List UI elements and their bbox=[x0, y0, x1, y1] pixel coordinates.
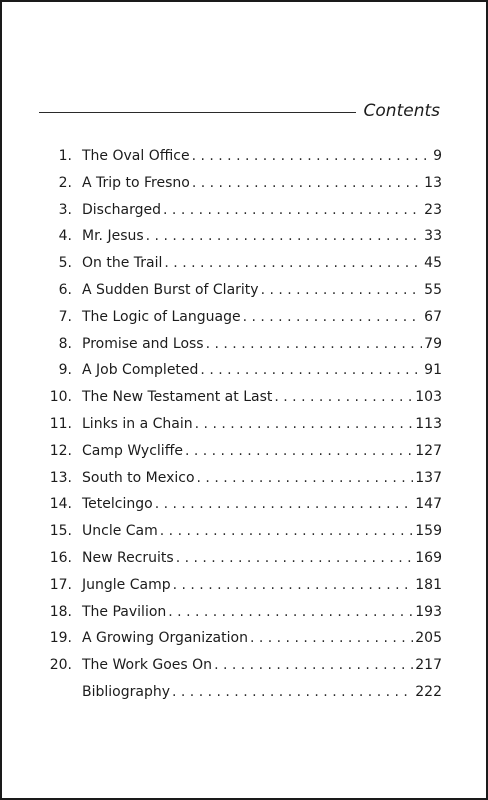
chapter-number: 15. bbox=[49, 523, 72, 540]
toc-entry bbox=[45, 362, 442, 389]
chapter-number: 16. bbox=[49, 549, 72, 566]
chapter-title: Mr. Jesus bbox=[82, 228, 144, 245]
page-number: 79 bbox=[424, 335, 442, 352]
dot-leader bbox=[200, 362, 422, 378]
chapter-number: 3. bbox=[58, 201, 72, 218]
chapter-number: 18. bbox=[49, 603, 72, 620]
toc-entry bbox=[45, 577, 442, 604]
dot-leader bbox=[146, 228, 423, 244]
page-number: 127 bbox=[415, 442, 442, 459]
toc-entry bbox=[45, 550, 442, 577]
dot-leader bbox=[176, 550, 414, 566]
chapter-number: 17. bbox=[49, 576, 72, 593]
chapter-number: 6. bbox=[58, 281, 72, 298]
toc-entry bbox=[45, 684, 442, 711]
chapter-title: The New Testament at Last bbox=[82, 389, 273, 406]
dot-leader bbox=[250, 630, 413, 646]
heading-rule bbox=[39, 112, 356, 113]
dot-leader bbox=[195, 416, 414, 432]
toc-entry bbox=[45, 416, 442, 443]
toc-entry bbox=[45, 523, 442, 550]
page-number: 222 bbox=[415, 683, 442, 700]
chapter-number: 20. bbox=[49, 657, 72, 674]
toc-entry bbox=[45, 496, 442, 523]
table-of-contents bbox=[45, 148, 442, 711]
chapter-number: 9. bbox=[58, 362, 72, 379]
chapter-title: Tetelcingo bbox=[82, 496, 153, 513]
chapter-title: Camp Wycliffe bbox=[82, 442, 183, 459]
contents-heading-area bbox=[39, 101, 440, 127]
page-number: 169 bbox=[415, 549, 442, 566]
dot-leader bbox=[243, 309, 423, 325]
page-number: 9 bbox=[433, 148, 442, 164]
page-number: 91 bbox=[424, 362, 442, 379]
toc-entry bbox=[45, 202, 442, 229]
chapter-title: The Work Goes On bbox=[82, 657, 213, 674]
chapter-number: 1. bbox=[58, 148, 72, 164]
toc-entry bbox=[45, 228, 442, 255]
page-number: 103 bbox=[415, 389, 442, 406]
chapter-number: 8. bbox=[58, 335, 72, 352]
toc-entry bbox=[45, 336, 442, 363]
toc-entry bbox=[45, 309, 442, 336]
dot-leader bbox=[173, 577, 414, 593]
chapter-number: 19. bbox=[49, 630, 72, 647]
dot-leader bbox=[163, 202, 422, 218]
chapter-title: The Logic of Language bbox=[82, 308, 241, 325]
page-number: 159 bbox=[415, 523, 442, 540]
toc-entry bbox=[45, 255, 442, 282]
chapter-title: Bibliography bbox=[82, 683, 170, 700]
page-number: 205 bbox=[415, 630, 442, 647]
toc-entry bbox=[45, 148, 442, 175]
chapter-title: The Oval Office bbox=[82, 148, 190, 164]
page-number: 181 bbox=[415, 576, 442, 593]
chapter-title: A Job Completed bbox=[82, 362, 199, 379]
chapter-title: New Recruits bbox=[82, 549, 174, 566]
dot-leader bbox=[192, 148, 432, 164]
chapter-title: Promise and Loss bbox=[82, 335, 204, 352]
chapter-number: 11. bbox=[49, 415, 72, 432]
chapter-title: A Trip to Fresno bbox=[82, 174, 190, 191]
dot-leader bbox=[261, 282, 423, 298]
page-number: 33 bbox=[424, 228, 442, 245]
page-number: 13 bbox=[424, 174, 442, 191]
chapter-number: 14. bbox=[49, 496, 72, 513]
dot-leader bbox=[197, 470, 414, 486]
page-number: 55 bbox=[424, 281, 442, 298]
toc-entry bbox=[45, 470, 442, 497]
toc-entry bbox=[45, 175, 442, 202]
dot-leader bbox=[168, 604, 413, 620]
chapter-title: The Pavilion bbox=[82, 603, 167, 620]
chapter-title: Links in a Chain bbox=[82, 415, 193, 432]
dot-leader bbox=[155, 496, 414, 512]
dot-leader bbox=[164, 255, 422, 271]
dot-leader bbox=[172, 684, 413, 700]
dot-leader bbox=[274, 389, 413, 405]
dot-leader bbox=[214, 657, 413, 673]
page-number: 217 bbox=[415, 657, 442, 674]
chapter-number: 10. bbox=[49, 389, 72, 406]
page-number: 67 bbox=[424, 308, 442, 325]
dot-leader bbox=[160, 523, 414, 539]
page-number: 113 bbox=[415, 415, 442, 432]
toc-entry bbox=[45, 604, 442, 631]
page-number: 137 bbox=[415, 469, 442, 486]
toc-entry bbox=[45, 389, 442, 416]
dot-leader bbox=[192, 175, 422, 191]
toc-entry bbox=[45, 282, 442, 309]
chapter-title: Discharged bbox=[82, 201, 162, 218]
chapter-number: 2. bbox=[58, 174, 72, 191]
page-number: 147 bbox=[415, 496, 442, 513]
toc-entry bbox=[45, 657, 442, 684]
dot-leader bbox=[185, 443, 413, 459]
chapter-number: 13. bbox=[49, 469, 72, 486]
chapter-title: On the Trail bbox=[82, 255, 163, 272]
chapter-number: 7. bbox=[58, 308, 72, 325]
page-number: 45 bbox=[424, 255, 442, 272]
toc-entry bbox=[45, 630, 442, 657]
chapter-title: A Sudden Burst of Clarity bbox=[82, 281, 259, 298]
chapter-title: Uncle Cam bbox=[82, 523, 158, 540]
chapter-title: South to Mexico bbox=[82, 469, 195, 486]
page-number: 23 bbox=[424, 201, 442, 218]
contents-heading: Contents bbox=[363, 101, 440, 121]
page-number: 193 bbox=[415, 603, 442, 620]
chapter-number: 4. bbox=[58, 228, 72, 245]
dot-leader bbox=[206, 336, 423, 352]
chapter-number: 12. bbox=[49, 442, 72, 459]
chapter-number: 5. bbox=[58, 255, 72, 272]
chapter-title: A Growing Organization bbox=[82, 630, 248, 647]
toc-entry bbox=[45, 443, 442, 470]
chapter-title: Jungle Camp bbox=[82, 576, 171, 593]
